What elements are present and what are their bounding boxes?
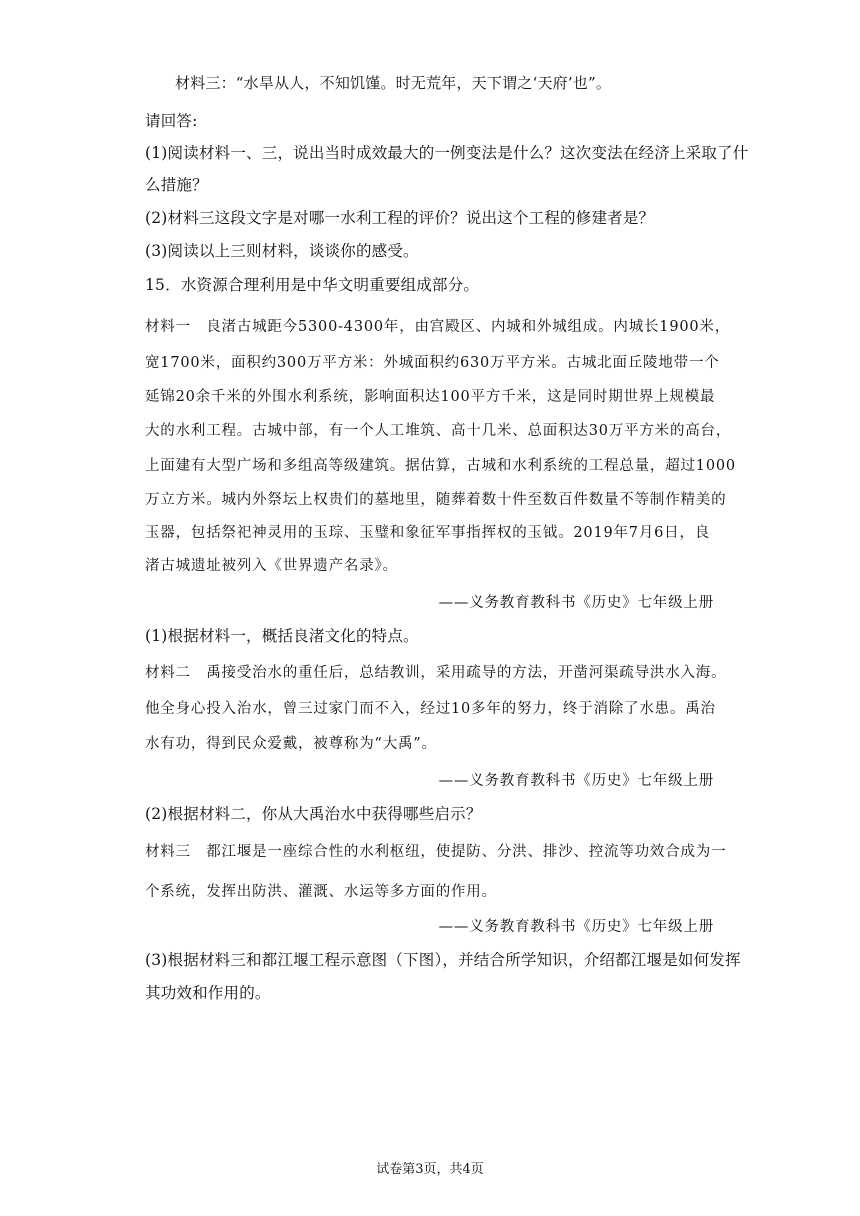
question-prompt: 请回答: (145, 112, 198, 130)
sub-question-3-cont: 其功效和作用的。 (145, 984, 271, 1002)
question-3: (3)阅读以上三则材料，谈谈你的感受。 (145, 242, 419, 260)
material-two-line: 他全身心投入治水，曾三过家门而不入，经过10多年的努力，终于消除了水患。禹治 (145, 701, 716, 717)
material-two-line: 材料二 禹接受治水的重任后，总结教训，采用疏导的方法，开凿河渠疏导洪水入海。 (145, 665, 727, 681)
material-one-line: 上面建有大型广场和多组高等级建筑。据估算，古城和水利系统的工程总量，超过1000 (145, 458, 736, 474)
source-citation: ——义务教育教科书《历史》七年级上册 (438, 773, 714, 789)
question-2: (2)材料三这段文字是对哪一水利工程的评价？说出这个工程的修建者是？ (145, 209, 655, 227)
material-one-line: 万立方米。城内外祭坛上权贵们的墓地里，随葬着数十件至数百件数量不等制作精美的 (145, 492, 727, 508)
material-one-line: 大的水利工程。古城中部，有一个人工堆筑、高十几米、总面积达30万平方米的高台， (145, 423, 732, 439)
question-1: (1)阅读材料一、三，说出当时成效最大的一例变法是什么？这次变法在经济上采取了什 (145, 144, 749, 162)
material-one-line: 渚古城遗址被列入《世界遗产名录》。 (145, 558, 398, 574)
material-one-line: 材料一 良渚古城距今5300-4300年，由宫殿区、内城和外城组成。内城长1900米， (145, 319, 731, 335)
question-15-title: 15．水资源合理利用是中华文明重要组成部分。 (145, 276, 480, 294)
material-one-line: 延锦20余千米的外围水利系统，影响面积达100平方千米，这是同时期世界上规模最 (145, 389, 716, 405)
sub-question-1: (1)根据材料一，概括良渚文化的特点。 (145, 627, 419, 645)
sub-question-3: (3)根据材料三和都江堰工程示意图（下图），并结合所学知识，介绍都江堰是如何发挥 (145, 951, 741, 969)
material-one-line: 宽1700米，面积约300万平方米：外城面积约630万平方米。古城北面丘陵地带一个 (145, 355, 720, 371)
question-1-cont: 么措施？ (145, 176, 208, 194)
material-three-line: 材料三 都江堰是一座综合性的水利枢纽，使提防、分洪、排沙、控流等功效合成为一 (145, 844, 727, 860)
page-footer: 试卷第3页，共4页 (376, 1162, 484, 1177)
material-three-line: 个系统，发挥出防洪、灌溉、水运等多方面的作用。 (145, 884, 497, 900)
source-citation: ——义务教育教科书《历史》七年级上册 (438, 919, 714, 935)
material-three-quote: 材料三：“水旱从人，不知饥馑。时无荒年，天下谓之‘天府’也”。 (175, 74, 612, 92)
source-citation: ——义务教育教科书《历史》七年级上册 (438, 595, 714, 611)
material-two-line: 水有功，得到民众爱戴，被尊称为“大禹”。 (145, 736, 437, 752)
sub-question-2: (2)根据材料二，你从大禹治水中获得哪些启示？ (145, 805, 482, 823)
material-one-line: 玉器，包括祭祀神灵用的玉琮、玉璧和象征军事指挥权的玉钺。2019年7月6日，良 (145, 525, 711, 541)
